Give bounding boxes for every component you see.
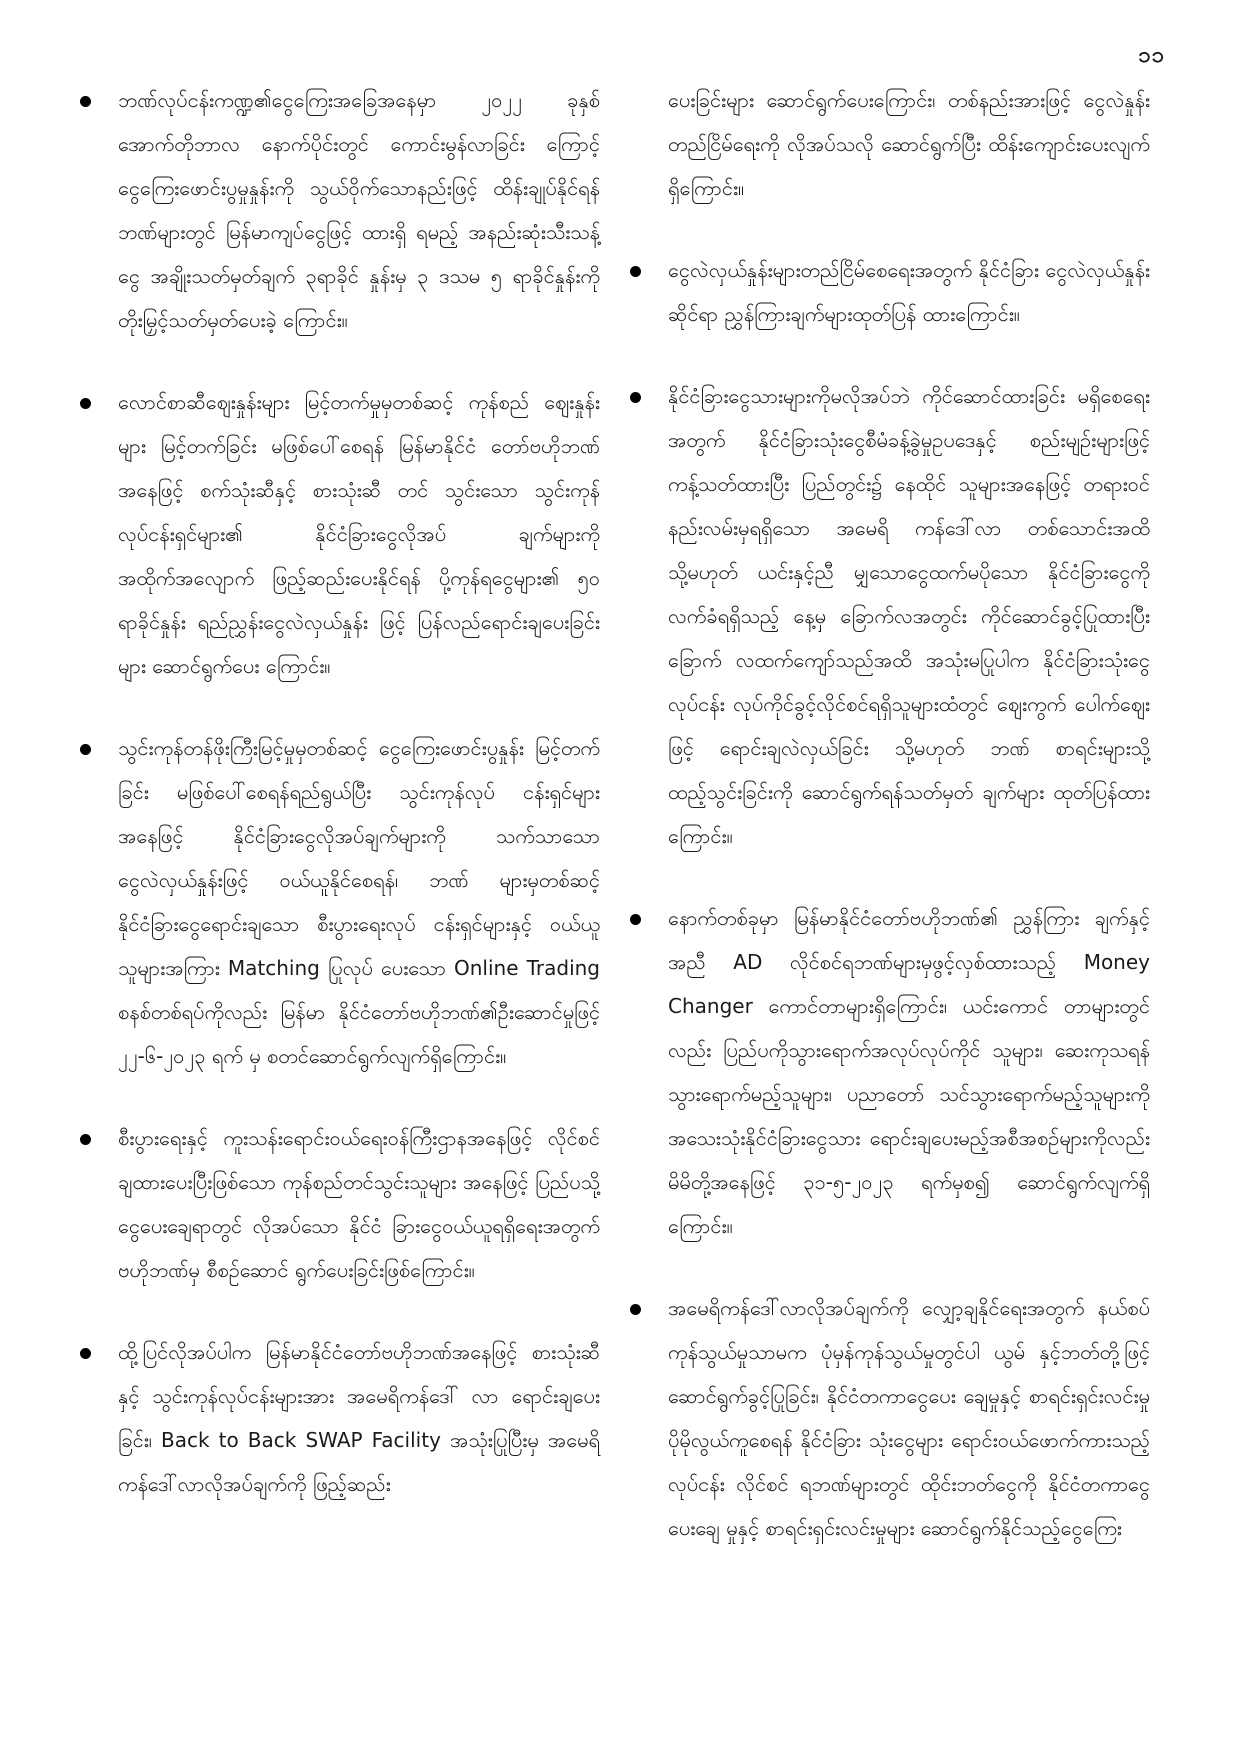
bullet-text: ငွေလဲလှယ်နှုန်းများတည်ငြိမ်စေရေးအတွက် နိုင်ငံခြား ငွေလဲလှယ်နှုန်းဆိုင်ရာ ညွှန်ကြားချက်များထုတ်ပြန် ထားကြောင်း။ — [668, 258, 1150, 326]
bullet-icon — [630, 266, 641, 277]
bullet-icon — [630, 392, 641, 403]
bullet-icon — [80, 744, 91, 755]
bullet-text: အမေရိကန်ဒေါ်လာလိုအပ်ချက်ကို လျှော့ချနိုင်ရေးအတွက် နယ်စပ်ကုန်သွယ်မှုသာမက ပုံမှန်ကုန်သွယ်မှုတွင်ပါ ယွမ် နှင့်ဘတ်တို့ဖြင့် ဆောင်ရွက်ခွင့်ပြုခြင်း၊ နိုင်ငံတကာငွေပေး ချေမှုနှင့် စာရင်းရှင်းလင်းမှု ပိုမိုလွယ်ကူစေရန် နိုင်ငံခြား သုံးငွေများ ရောင်းဝယ်ဖောက်ကားသည့်လုပ်ငန်း လိုင်စင် ရဘဏ်များတွင် ထိုင်းဘတ်ငွေကို နိုင်ငံတကာငွေပေးချေ မှုနှင့် စာရင်းရှင်းလင်းမှုများ ဆောင်ရွက်နိုင်သည့်ငွေကြေး — [668, 1296, 1150, 1540]
bullet-text: ပေးခြင်းများ ဆောင်ရွက်ပေးကြောင်း၊ တစ်နည်းအားဖြင့် ငွေလဲနှုန်းတည်ငြိမ်ရေးကို လိုအပ်သလို ဆောင်ရွက်ပြီး ထိန်းကျောင်းပေးလျက်ရှိကြောင်း။ — [668, 88, 1150, 200]
bullet-icon — [630, 1304, 641, 1315]
bullet-text: ထို့ပြင်လိုအပ်ပါက မြန်မာနိုင်ငံတော်ဗဟိုဘဏ်အနေဖြင့် စားသုံးဆီနှင့် သွင်းကုန်လုပ်ငန်းများအား အမေရိကန်ဒေါ် လာ ရောင်းချပေးခြင်း၊ Back to Back SWAP Facility အသုံးပြုပြီးမှ အမေရိကန်ဒေါ်လာလိုအပ်ချက်ကို ဖြည့်ဆည်း — [118, 1340, 600, 1496]
bullet-item — [80, 1116, 600, 1292]
bullet-item — [630, 248, 1150, 336]
bullet-text: သွင်းကုန်တန်ဖိုးကြီးမြင့်မှုမှတစ်ဆင့် ငွေကြေးဖောင်းပွနှုန်း မြင့်တက်ခြင်း မဖြစ်ပေါ်စေရန်ရည်ရွယ်ပြီး သွင်းကုန်လုပ် ငန်းရှင်များအနေဖြင့် နိုင်ငံခြားငွေလိုအပ်ချက်များကို သက်သာသောငွေလဲလှယ်နှုန်းဖြင့် ဝယ်ယူနိုင်စေရန်၊ ဘဏ် များမှတစ်ဆင့် နိုင်ငံခြားငွေရောင်းချသော စီးပွားရေးလုပ် ငန်းရှင်များနှင့် ဝယ်ယူသူများအကြား Matching ပြုလုပ် ပေးသော Online Trading စနစ်တစ်ရပ်ကိုလည်း မြန်မာ နိုင်ငံတော်ဗဟိုဘဏ်၏ဦးဆောင်မှုဖြင့် ၂၂-၆-၂၀၂၃ ရက် မှ စတင်ဆောင်ရွက်လျက်ရှိကြောင်း။ — [118, 736, 600, 1068]
bullet-text: နောက်တစ်ခုမှာ မြန်မာနိုင်ငံတော်ဗဟိုဘဏ်၏ ညွှန်ကြား ချက်နှင့်အညီ AD လိုင်စင်ရဘဏ်များမှဖွင့်လှစ်ထားသည့် Money Changer ကောင်တာများရှိကြောင်း၊ ယင်းကောင် တာများတွင်လည်း ပြည်ပကိုသွားရောက်အလုပ်လုပ်ကိုင် သူများ၊ ဆေးကုသရန်သွားရောက်မည့်သူများ၊ ပညာတော် သင်သွားရောက်မည့်သူများကို အသေးသုံးနိုင်ငံခြားငွေသား ရောင်းချပေးမည့်အစီအစဉ်များကိုလည်း မိမိတို့အနေဖြင့် ၃၁-၅-၂၀၂၃ ရက်မှစ၍ ဆောင်ရွက်လျက်ရှိကြောင်း။ — [668, 906, 1150, 1238]
bullet-item — [630, 374, 1150, 858]
bullet-item — [80, 380, 600, 688]
bullet-icon — [80, 96, 91, 107]
continued-paragraph — [630, 78, 1150, 210]
left-column — [80, 78, 600, 1544]
bullet-text: နိုင်ငံခြားငွေသားများကိုမလိုအပ်ဘဲ ကိုင်ဆောင်ထားခြင်း မရှိစေရေးအတွက် နိုင်ငံခြားသုံးငွေစီမံခန့်ခွဲမှုဥပဒေနှင့် စည်းမျဉ်းများဖြင့် ကန့်သတ်ထားပြီး ပြည်တွင်း၌ နေထိုင် သူများအနေဖြင့် တရားဝင်နည်းလမ်းမှရရှိသော အမေရိ ကန်ဒေါ်လာ တစ်သောင်းအထိ သို့မဟုတ် ယင်းနှင့်ညီ မျှသောငွေထက်မပိုသော နိုင်ငံခြားငွေကိုလက်ခံရရှိသည့် နေ့မှ ခြောက်လအတွင်း ကိုင်ဆောင်ခွင့်ပြုထားပြီး ခြောက် လထက်ကျော်သည်အထိ အသုံးမပြုပါက နိုင်ငံခြားသုံးငွေ လုပ်ငန်း လုပ်ကိုင်ခွင့်လိုင်စင်ရရှိသူများထံတွင် ဈေးကွက် ပေါက်ဈေးဖြင့် ရောင်းချလဲလှယ်ခြင်း သို့မဟုတ် ဘဏ် စာရင်းများသို့ ထည့်သွင်းခြင်းကို ဆောင်ရွက်ရန်သတ်မှတ် ချက်များ ထုတ်ပြန်ထားကြောင်း။ — [668, 384, 1150, 848]
page-number: ၁၁ — [1138, 43, 1165, 68]
right-column — [630, 78, 1150, 1588]
bullet-icon — [80, 398, 91, 409]
bullet-text: စီးပွားရေးနှင့် ကူးသန်းရောင်းဝယ်ရေးဝန်ကြီးဌာနအနေဖြင့် လိုင်စင်ချထားပေးပြီးဖြစ်သော ကုန်စည်တင်သွင်းသူများ အနေဖြင့် ပြည်ပသို့ငွေပေးချေရာတွင် လိုအပ်သော နိုင်ငံ ခြားငွေဝယ်ယူရရှိရေးအတွက် ဗဟိုဘဏ်မှ စီစဉ်ဆောင် ရွက်ပေးခြင်းဖြစ်ကြောင်း။ — [118, 1126, 600, 1282]
bullet-item — [80, 1330, 600, 1506]
bullet-icon — [630, 914, 641, 925]
bullet-item — [80, 78, 600, 342]
bullet-icon — [80, 1348, 91, 1359]
bullet-text: ဘဏ်လုပ်ငန်းကဏ္ဍ၏ငွေကြေးအခြေအနေမှာ ၂၀၂၂ ခုနှစ် အောက်တိုဘာလ နောက်ပိုင်းတွင် ကောင်းမွန်လာခြင်း ကြောင့် ငွေကြေးဖောင်းပွမှုနှုန်းကို သွယ်ဝိုက်သောနည်းဖြင့် ထိန်းချုပ်နိုင်ရန်ဘဏ်များတွင် မြန်မာကျပ်ငွေဖြင့် ထားရှိ ရမည့် အနည်းဆုံးသီးသန့်ငွေ အချိုးသတ်မှတ်ချက် ၃ရာခိုင် နှုန်းမှ ၃ ဒသမ ၅ ရာခိုင်နှုန်းကို တိုးမြှင့်သတ်မှတ်ပေးခဲ့ ကြောင်း။ — [118, 88, 600, 332]
bullet-icon — [80, 1134, 91, 1145]
bullet-item — [80, 726, 600, 1078]
bullet-item — [630, 1286, 1150, 1550]
bullet-text: လောင်စာဆီဈေးနှုန်းများ မြင့်တက်မှုမှတစ်ဆင့် ကုန်စည် ဈေးနှုန်းများ မြင့်တက်ခြင်း မဖြစ်ပေါ်စေရန် မြန်မာနိုင်ငံ တော်ဗဟိုဘဏ်အနေဖြင့် စက်သုံးဆီနှင့် စားသုံးဆီ တင် သွင်းသော သွင်းကုန်လုပ်ငန်းရှင်များ၏ နိုင်ငံခြားငွေလိုအပ် ချက်များကို အထိုက်အလျောက် ဖြည့်ဆည်းပေးနိုင်ရန် ပို့ကုန်ရငွေများ၏ ၅၀ ရာခိုင်နှုန်း ရည်ညွှန်းငွေလဲလှယ်နှုန်း ဖြင့် ပြန်လည်ရောင်းချပေးခြင်းများ ဆောင်ရွက်ပေး ကြောင်း။ — [118, 390, 600, 678]
bullet-item — [630, 896, 1150, 1248]
